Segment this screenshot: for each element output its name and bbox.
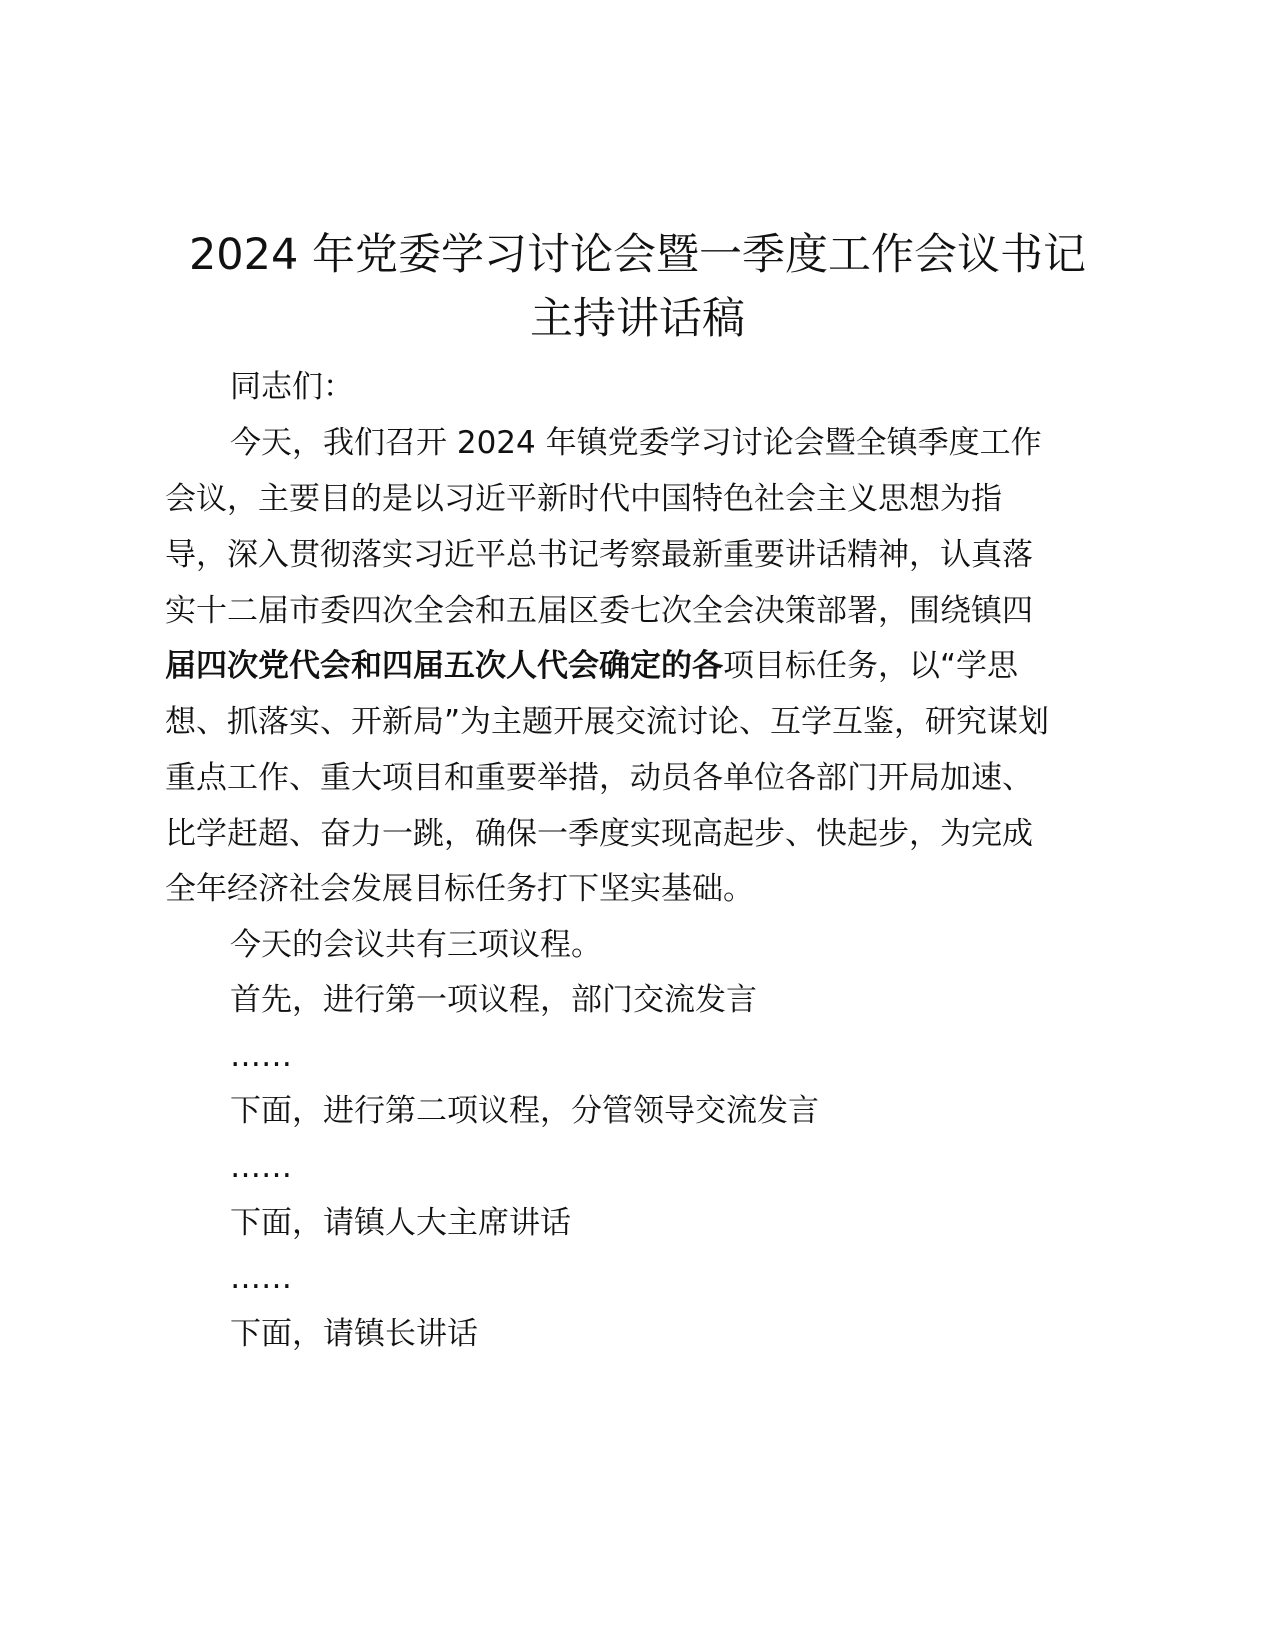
ellipsis-3: …… [230,1260,292,1296]
salutation: 同志们： [230,369,354,405]
ellipsis-2: …… [230,1149,292,1185]
agenda-item-3: 下面，请镇人大主席讲话 [230,1205,571,1241]
intro-line-4: 实十二届市委四次全会和五届区委七次全会决策部署，围绕镇四 [165,593,1033,629]
intro-line-8: 比学赶超、奋力一跳，确保一季度实现高起步、快起步，为完成 [165,816,1033,852]
ellipsis-1: …… [230,1038,292,1074]
intro-line-5 [165,646,1018,686]
agenda-item-4: 下面，请镇长讲话 [230,1316,478,1352]
intro-line-6: 想、抓落实、开新局”为主题开展交流讨论、互学互鉴，研究谋划 [165,704,1050,740]
agenda-item-1: 首先，进行第一项议程，部门交流发言 [230,982,757,1018]
intro-line-5-bold: 届四次党代会和四届五次人代会确定的各 [165,648,723,684]
intro-line-2: 会议，主要目的是以习近平新时代中国特色社会主义思想为指 [165,481,1002,517]
intro-line-9: 全年经济社会发展目标任务打下坚实基础。 [165,871,754,907]
intro-line-5-rest: 项目标任务，以“学思 [723,648,1019,684]
document-title-line2: 主持讲话稿 [530,294,745,344]
agenda-intro: 今天的会议共有三项议程。 [230,927,602,963]
agenda-item-2: 下面，进行第二项议程，分管领导交流发言 [230,1093,819,1129]
intro-line-7: 重点工作、重大项目和重要举措，动员各单位各部门开局加速、 [165,760,1033,796]
intro-line-3: 导，深入贯彻落实习近平总书记考察最新重要讲话精神，认真落 [165,537,1033,573]
document-title-line1: 2024 年党委学习讨论会暨一季度工作会议书记 [188,230,1087,280]
intro-line-1: 今天，我们召开 2024 年镇党委学习讨论会暨全镇季度工作 [230,425,1042,461]
